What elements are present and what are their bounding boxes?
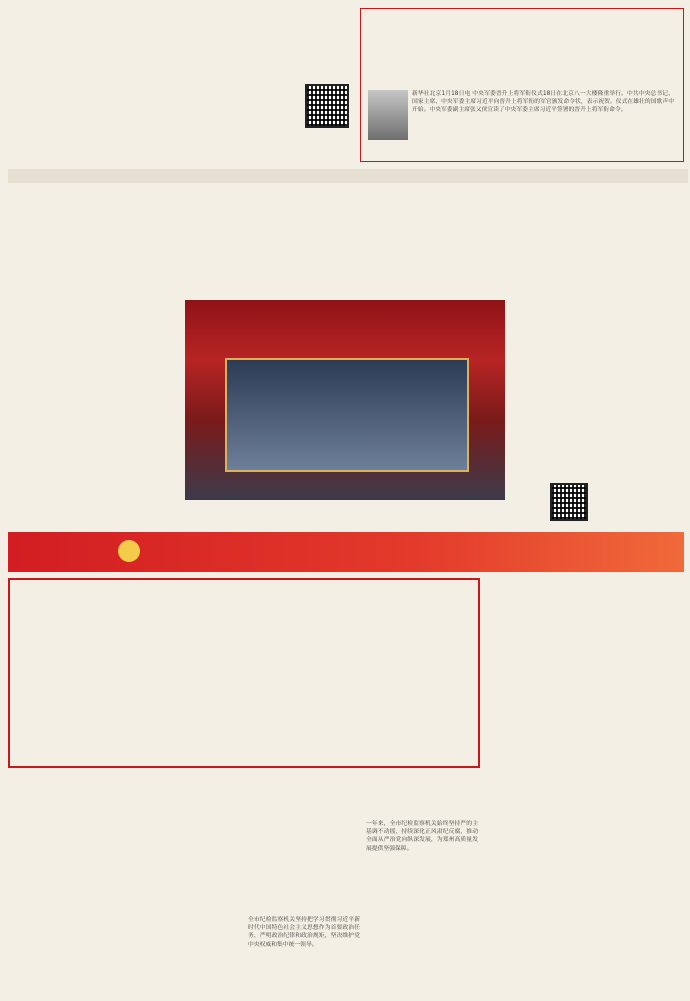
story5-body-left [248, 820, 360, 880]
lead-qr-code-icon [550, 483, 588, 521]
weather-bar [8, 169, 688, 183]
party-emblem-icon [118, 540, 140, 562]
date-column [296, 16, 346, 18]
lead-photo [185, 300, 505, 500]
lead-body-left [10, 298, 178, 526]
story4-body [14, 838, 238, 993]
story5-body-right: 一年来，全市纪检监察机关始终坚持严的主基调不动摇，持续深化正风肃纪反腐，推动全面从严治党向纵深发展，为郑州高质量发展提供坚强保障。 [366, 821, 478, 852]
lead-qr-caption [588, 488, 682, 510]
top-news-photo [368, 90, 408, 140]
story5-body-lower: 全市纪检监察机关坚持把学习贯彻习近平新时代中国特色社会主义思想作为首要政治任务，严明政治纪律和政治规矩，坚决维护党中央权威和集中统一领导。 [248, 917, 360, 948]
masthead-qr-code-icon [305, 84, 349, 128]
story2-body [14, 652, 470, 760]
story3-body [484, 582, 602, 962]
theme-band [8, 532, 684, 572]
photo-screen [225, 358, 469, 472]
lead-photo-caption [185, 504, 505, 524]
top-news-body: 新华社北京1月18日电 中央军委晋升上将军衔仪式18日在北京八一大楼隆重举行。中共中央总书记、国家主席、中央军委主席习近平向晋升上将军衔的军官颁发命令状，表示祝贺。仪式在雄壮的国歌声中开始。中央军委副主席张又侠宣读了中央军委主席习近平签署的晋升上将军衔命令。 [412, 91, 674, 114]
lead-body-right [514, 298, 684, 478]
masthead-logo [18, 8, 288, 126]
